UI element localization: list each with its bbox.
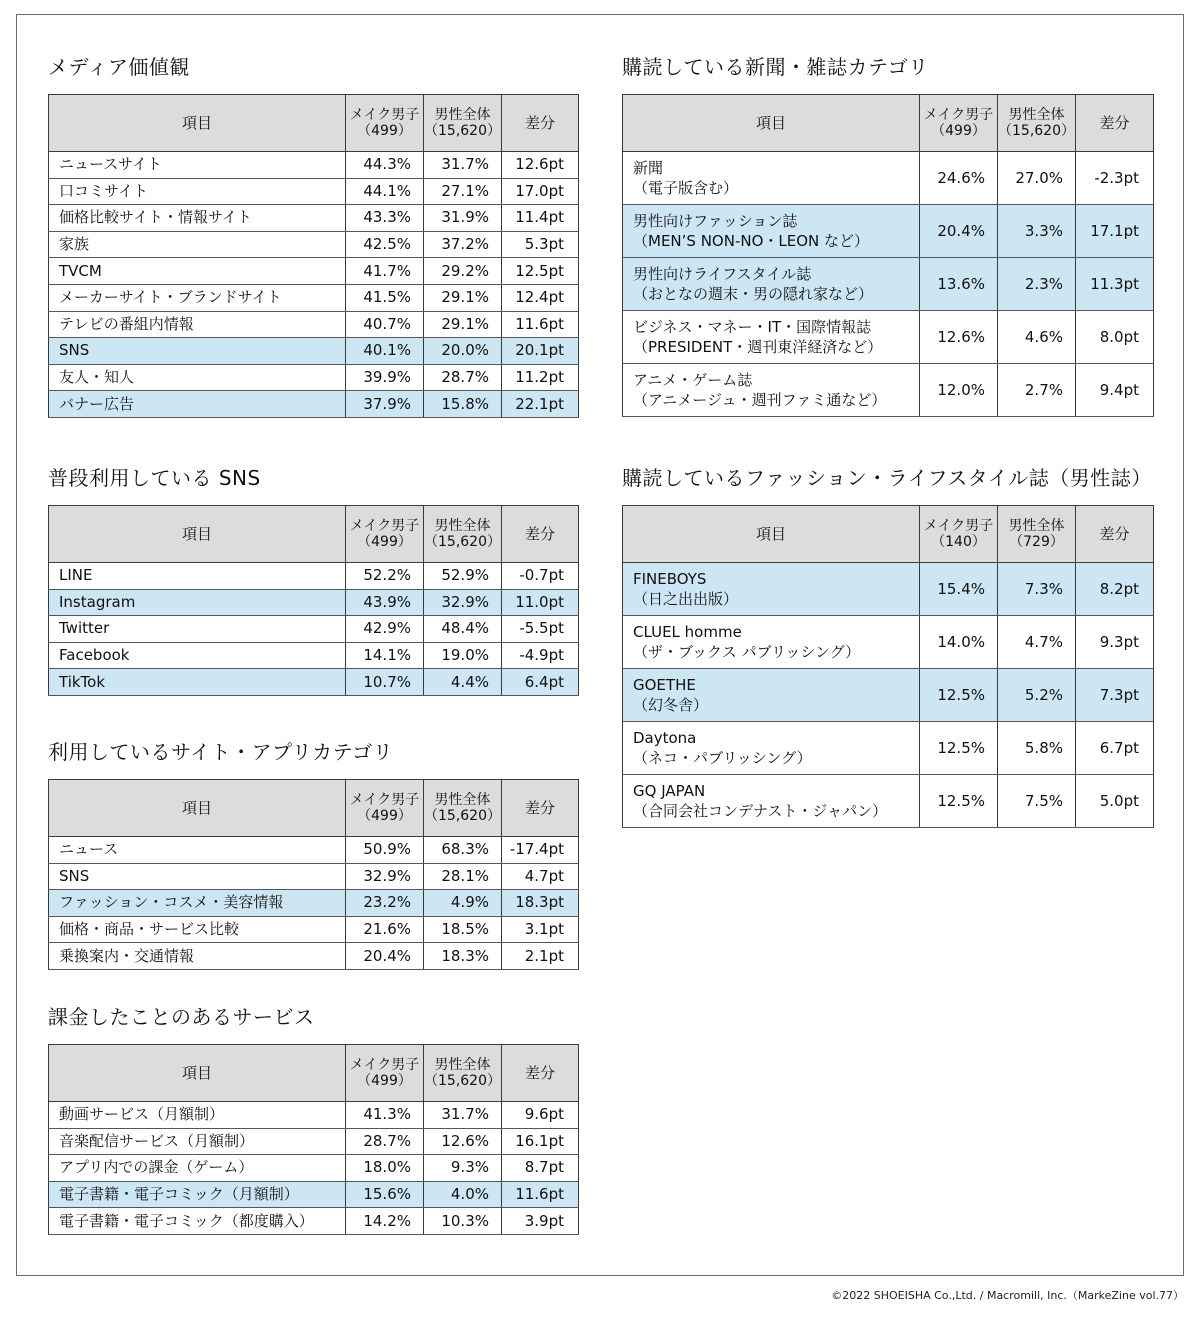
table-row: [623, 311, 1154, 364]
header-all-male: [424, 95, 502, 152]
header-make-male-count: （499）: [357, 808, 412, 824]
table-row: [49, 258, 579, 285]
table-row: [49, 231, 579, 258]
row-diff-value: -0.7pt: [502, 563, 579, 590]
row-all-male-value: 4.6%: [998, 311, 1076, 364]
row-item: [623, 364, 920, 417]
row-all-male-value: 4.7%: [998, 616, 1076, 669]
row-item: テレビの番組内情報: [49, 311, 346, 338]
row-all-male-value: 18.3%: [424, 943, 502, 970]
row-all-male-value: 2.3%: [998, 258, 1076, 311]
header-make-male-count: （499）: [931, 123, 986, 139]
row-make-male-value: 42.9%: [346, 616, 424, 643]
row-all-male-value: 4.4%: [424, 669, 502, 696]
header-make-male-label: メイク男子: [349, 792, 420, 808]
row-diff-value: 16.1pt: [502, 1128, 579, 1155]
row-item: 口コミサイト: [49, 178, 346, 205]
row-all-male-value: 31.9%: [424, 205, 502, 232]
header-make-male: [346, 780, 424, 837]
header-all-male-count: （15,620）: [424, 123, 501, 139]
row-item-name: GQ JAPAN: [633, 782, 706, 800]
row-item: [623, 775, 920, 828]
row-make-male-value: 23.2%: [346, 890, 424, 917]
site-app-table: [48, 779, 579, 970]
newspaper-table: [622, 94, 1154, 417]
row-diff-value: 9.4pt: [1076, 364, 1154, 417]
table-header: [623, 95, 1154, 152]
row-all-male-value: 5.2%: [998, 669, 1076, 722]
row-item-name: ビジネス・マネー・IT・国際情報誌: [633, 318, 872, 336]
row-all-male-value: 28.7%: [424, 364, 502, 391]
table-row: [49, 311, 579, 338]
row-item: [623, 563, 920, 616]
row-diff-value: 3.1pt: [502, 916, 579, 943]
row-item-detail: （おとなの週末・男の隠れ家など）: [633, 285, 874, 303]
media-values-table: [48, 94, 579, 418]
header-diff: 差分: [502, 780, 579, 837]
row-item: [623, 152, 920, 205]
row-item: ニュースサイト: [49, 152, 346, 179]
header-row: [49, 1045, 579, 1102]
row-make-male-value: 12.0%: [920, 364, 998, 417]
row-make-male-value: 43.9%: [346, 589, 424, 616]
row-diff-value: 12.4pt: [502, 284, 579, 311]
table-row: [49, 205, 579, 232]
section-title: 購読している新聞・雑誌カテゴリ: [622, 55, 929, 79]
row-all-male-value: 31.7%: [424, 152, 502, 179]
table-row: [623, 722, 1154, 775]
header-item: 項目: [623, 506, 920, 563]
row-item: Instagram: [49, 589, 346, 616]
header-all-male-label: 男性全体: [1008, 518, 1065, 534]
table-body: [623, 563, 1154, 828]
row-make-male-value: 44.3%: [346, 152, 424, 179]
row-make-male-value: 41.7%: [346, 258, 424, 285]
row-diff-value: 6.7pt: [1076, 722, 1154, 775]
row-item-detail: （アニメージュ・週刊ファミ通など）: [633, 391, 887, 409]
header-all-male: [424, 1045, 502, 1102]
row-all-male-value: 18.5%: [424, 916, 502, 943]
table-row: [49, 589, 579, 616]
row-make-male-value: 21.6%: [346, 916, 424, 943]
row-diff-value: 2.1pt: [502, 943, 579, 970]
row-all-male-value: 29.1%: [424, 311, 502, 338]
header-make-male: [920, 95, 998, 152]
row-make-male-value: 37.9%: [346, 391, 424, 418]
row-make-male-value: 44.1%: [346, 178, 424, 205]
section-title: 課金したことのあるサービス: [48, 1005, 315, 1029]
header-all-male-count: （729）: [1009, 534, 1064, 550]
row-item: TikTok: [49, 669, 346, 696]
table-row: [49, 943, 579, 970]
row-make-male-value: 42.5%: [346, 231, 424, 258]
row-make-male-value: 43.3%: [346, 205, 424, 232]
table-row: [49, 642, 579, 669]
header-make-male: [346, 1045, 424, 1102]
row-item: 友人・知人: [49, 364, 346, 391]
header-item: 項目: [623, 95, 920, 152]
row-make-male-value: 12.5%: [920, 722, 998, 775]
row-make-male-value: 20.4%: [346, 943, 424, 970]
row-make-male-value: 52.2%: [346, 563, 424, 590]
row-item: [623, 205, 920, 258]
row-diff-value: 11.3pt: [1076, 258, 1154, 311]
row-make-male-value: 28.7%: [346, 1128, 424, 1155]
row-make-male-value: 24.6%: [920, 152, 998, 205]
row-make-male-value: 41.3%: [346, 1102, 424, 1129]
row-item-detail: （幻冬舎）: [633, 696, 709, 714]
row-diff-value: 8.2pt: [1076, 563, 1154, 616]
row-diff-value: -17.4pt: [502, 837, 579, 864]
row-all-male-value: 5.8%: [998, 722, 1076, 775]
row-item: アプリ内での課金（ゲーム）: [49, 1155, 346, 1182]
row-item: ニュース: [49, 837, 346, 864]
row-item-detail: （日之出出版）: [633, 590, 739, 608]
row-diff-value: 11.4pt: [502, 205, 579, 232]
section-title: 利用しているサイト・アプリカテゴリ: [48, 740, 394, 764]
header-make-male-label: メイク男子: [349, 1057, 420, 1073]
row-item-name: GOETHE: [633, 676, 696, 694]
row-all-male-value: 27.1%: [424, 178, 502, 205]
row-item: Facebook: [49, 642, 346, 669]
row-item-detail: （MEN’S NON-NO・LEON など）: [633, 232, 870, 250]
row-diff-value: 9.3pt: [1076, 616, 1154, 669]
table-row: [623, 775, 1154, 828]
section-newspaper: [622, 50, 1153, 417]
table-header: [49, 1045, 579, 1102]
row-item: 動画サービス（月額制）: [49, 1102, 346, 1129]
row-item: 価格・商品・サービス比較: [49, 916, 346, 943]
row-make-male-value: 32.9%: [346, 863, 424, 890]
row-item-name: Daytona: [633, 729, 697, 747]
row-all-male-value: 12.6%: [424, 1128, 502, 1155]
row-make-male-value: 50.9%: [346, 837, 424, 864]
header-diff: 差分: [502, 95, 579, 152]
row-make-male-value: 10.7%: [346, 669, 424, 696]
section-media-values: [48, 50, 578, 418]
row-diff-value: -5.5pt: [502, 616, 579, 643]
table-row: [49, 616, 579, 643]
row-diff-value: 8.7pt: [502, 1155, 579, 1182]
row-all-male-value: 4.9%: [424, 890, 502, 917]
row-item: メーカーサイト・ブランドサイト: [49, 284, 346, 311]
header-make-male-label: メイク男子: [349, 518, 420, 534]
header-make-male-count: （499）: [357, 534, 412, 550]
table-body: [49, 1102, 579, 1235]
header-make-male-count: （499）: [357, 123, 412, 139]
table-row: [49, 1128, 579, 1155]
table-row: [623, 616, 1154, 669]
header-item: 項目: [49, 506, 346, 563]
row-diff-value: 4.7pt: [502, 863, 579, 890]
header-make-male-label: メイク男子: [923, 518, 994, 534]
row-item: バナー広告: [49, 391, 346, 418]
header-item: 項目: [49, 1045, 346, 1102]
table-row: [49, 863, 579, 890]
header-make-male-label: メイク男子: [923, 107, 994, 123]
table-body: [49, 837, 579, 970]
row-diff-value: 11.0pt: [502, 589, 579, 616]
header-all-male: [424, 506, 502, 563]
row-item: [623, 616, 920, 669]
row-all-male-value: 3.3%: [998, 205, 1076, 258]
row-make-male-value: 12.5%: [920, 669, 998, 722]
row-diff-value: 9.6pt: [502, 1102, 579, 1129]
row-diff-value: 6.4pt: [502, 669, 579, 696]
row-item: 電子書籍・電子コミック（月額制）: [49, 1181, 346, 1208]
row-item-name: 新聞: [633, 159, 664, 177]
row-item: SNS: [49, 338, 346, 365]
row-diff-value: 22.1pt: [502, 391, 579, 418]
row-make-male-value: 12.6%: [920, 311, 998, 364]
header-diff: 差分: [1076, 95, 1154, 152]
section-magazines: [622, 461, 1153, 828]
table-row: [623, 364, 1154, 417]
magazines-table: [622, 505, 1154, 828]
row-all-male-value: 4.0%: [424, 1181, 502, 1208]
header-make-male: [346, 506, 424, 563]
table-row: [49, 563, 579, 590]
row-diff-value: 8.0pt: [1076, 311, 1154, 364]
header-all-male: [998, 95, 1076, 152]
section-title: 普段利用している SNS: [48, 466, 261, 490]
row-item: ファッション・コスメ・美容情報: [49, 890, 346, 917]
row-make-male-value: 39.9%: [346, 364, 424, 391]
row-diff-value: 11.6pt: [502, 1181, 579, 1208]
header-item: 項目: [49, 95, 346, 152]
table-header: [49, 780, 579, 837]
row-all-male-value: 68.3%: [424, 837, 502, 864]
row-item-name: CLUEL homme: [633, 623, 742, 641]
header-item: 項目: [49, 780, 346, 837]
header-all-male: [998, 506, 1076, 563]
row-all-male-value: 7.5%: [998, 775, 1076, 828]
row-all-male-value: 9.3%: [424, 1155, 502, 1182]
copyright: ©2022 SHOEISHA Co.,Ltd. / Macromill, Inc.（MarkeZine vol.77）: [831, 1289, 1184, 1302]
row-all-male-value: 48.4%: [424, 616, 502, 643]
row-diff-value: 18.3pt: [502, 890, 579, 917]
row-diff-value: 17.1pt: [1076, 205, 1154, 258]
header-all-male-count: （15,620）: [998, 123, 1075, 139]
header-row: [49, 95, 579, 152]
row-diff-value: 11.2pt: [502, 364, 579, 391]
header-row: [49, 506, 579, 563]
row-diff-value: 20.1pt: [502, 338, 579, 365]
table-row: [49, 669, 579, 696]
header-row: [623, 506, 1154, 563]
header-all-male-label: 男性全体: [434, 107, 491, 123]
row-item-detail: （ザ・ブックス パブリッシング）: [633, 643, 861, 661]
row-item-detail: （合同会社コンデナスト・ジャパン）: [633, 802, 888, 820]
row-make-male-value: 18.0%: [346, 1155, 424, 1182]
row-all-male-value: 37.2%: [424, 231, 502, 258]
table-row: [623, 152, 1154, 205]
row-all-male-value: 32.9%: [424, 589, 502, 616]
header-make-male-count: （140）: [931, 534, 986, 550]
table-body: [623, 152, 1154, 417]
table-row: [623, 258, 1154, 311]
table-row: [49, 364, 579, 391]
header-row: [623, 95, 1154, 152]
table-row: [49, 1208, 579, 1235]
header-all-male-count: （15,620）: [424, 534, 501, 550]
row-item-name: FINEBOYS: [633, 570, 707, 588]
section-site-app: [48, 735, 578, 970]
table-row: [623, 205, 1154, 258]
row-item: [623, 669, 920, 722]
row-all-male-value: 19.0%: [424, 642, 502, 669]
row-item: 乗換案内・交通情報: [49, 943, 346, 970]
row-item: [623, 311, 920, 364]
row-item-detail: （PRESIDENT・週刊東洋経済など）: [633, 338, 883, 356]
header-make-male-label: メイク男子: [349, 107, 420, 123]
row-make-male-value: 13.6%: [920, 258, 998, 311]
table-row: [49, 284, 579, 311]
section-title: 購読しているファッション・ライフスタイル誌（男性誌）: [622, 466, 1152, 490]
table-header: [623, 506, 1154, 563]
row-item-detail: （ネコ・パブリッシング）: [633, 749, 812, 767]
row-diff-value: 11.6pt: [502, 311, 579, 338]
row-make-male-value: 40.1%: [346, 338, 424, 365]
row-make-male-value: 15.6%: [346, 1181, 424, 1208]
row-make-male-value: 20.4%: [920, 205, 998, 258]
row-item: 家族: [49, 231, 346, 258]
header-all-male-count: （15,620）: [424, 1073, 501, 1089]
table-header: [49, 95, 579, 152]
row-diff-value: 12.5pt: [502, 258, 579, 285]
row-diff-value: 7.3pt: [1076, 669, 1154, 722]
row-item: Twitter: [49, 616, 346, 643]
table-row: [49, 391, 579, 418]
table-header: [49, 506, 579, 563]
header-make-male: [920, 506, 998, 563]
row-make-male-value: 14.1%: [346, 642, 424, 669]
table-row: [49, 152, 579, 179]
row-make-male-value: 40.7%: [346, 311, 424, 338]
row-item: [623, 722, 920, 775]
row-item: 音楽配信サービス（月額制）: [49, 1128, 346, 1155]
row-all-male-value: 20.0%: [424, 338, 502, 365]
sns-table: [48, 505, 579, 696]
row-diff-value: 5.0pt: [1076, 775, 1154, 828]
table-body: [49, 152, 579, 418]
header-row: [49, 780, 579, 837]
row-diff-value: -4.9pt: [502, 642, 579, 669]
row-item: 電子書籍・電子コミック（都度購入）: [49, 1208, 346, 1235]
section-title: メディア価値観: [48, 55, 190, 79]
header-make-male-count: （499）: [357, 1073, 412, 1089]
table-row: [623, 563, 1154, 616]
header-diff: 差分: [502, 506, 579, 563]
row-make-male-value: 14.2%: [346, 1208, 424, 1235]
row-all-male-value: 29.2%: [424, 258, 502, 285]
row-all-male-value: 7.3%: [998, 563, 1076, 616]
header-all-male-count: （15,620）: [424, 808, 501, 824]
header-all-male-label: 男性全体: [434, 792, 491, 808]
row-all-male-value: 52.9%: [424, 563, 502, 590]
row-make-male-value: 12.5%: [920, 775, 998, 828]
row-item-name: 男性向けライフスタイル誌: [633, 265, 812, 283]
table-row: [49, 178, 579, 205]
table-row: [623, 669, 1154, 722]
table-row: [49, 1102, 579, 1129]
header-all-male-label: 男性全体: [434, 1057, 491, 1073]
section-sns: [48, 461, 578, 696]
row-diff-value: 5.3pt: [502, 231, 579, 258]
row-make-male-value: 41.5%: [346, 284, 424, 311]
row-item-name: アニメ・ゲーム誌: [633, 371, 753, 389]
table-row: [49, 1181, 579, 1208]
row-item-name: 男性向けファッション誌: [633, 212, 798, 230]
header-diff: 差分: [502, 1045, 579, 1102]
table-row: [49, 916, 579, 943]
header-make-male: [346, 95, 424, 152]
paid-services-table: [48, 1044, 579, 1235]
header-all-male: [424, 780, 502, 837]
row-diff-value: 12.6pt: [502, 152, 579, 179]
table-row: [49, 837, 579, 864]
row-item-detail: （電子版含む）: [633, 179, 739, 197]
table-row: [49, 890, 579, 917]
row-diff-value: 3.9pt: [502, 1208, 579, 1235]
row-item: LINE: [49, 563, 346, 590]
row-item: TVCM: [49, 258, 346, 285]
row-item: SNS: [49, 863, 346, 890]
header-all-male-label: 男性全体: [1008, 107, 1065, 123]
row-make-male-value: 15.4%: [920, 563, 998, 616]
row-all-male-value: 27.0%: [998, 152, 1076, 205]
row-item: [623, 258, 920, 311]
table-row: [49, 1155, 579, 1182]
row-all-male-value: 15.8%: [424, 391, 502, 418]
row-all-male-value: 28.1%: [424, 863, 502, 890]
section-paid-services: [48, 1000, 578, 1235]
row-item: 価格比較サイト・情報サイト: [49, 205, 346, 232]
table-body: [49, 563, 579, 696]
row-all-male-value: 10.3%: [424, 1208, 502, 1235]
row-diff-value: -2.3pt: [1076, 152, 1154, 205]
header-all-male-label: 男性全体: [434, 518, 491, 534]
row-all-male-value: 31.7%: [424, 1102, 502, 1129]
row-all-male-value: 2.7%: [998, 364, 1076, 417]
row-diff-value: 17.0pt: [502, 178, 579, 205]
row-all-male-value: 29.1%: [424, 284, 502, 311]
header-diff: 差分: [1076, 506, 1154, 563]
table-row: [49, 338, 579, 365]
row-make-male-value: 14.0%: [920, 616, 998, 669]
